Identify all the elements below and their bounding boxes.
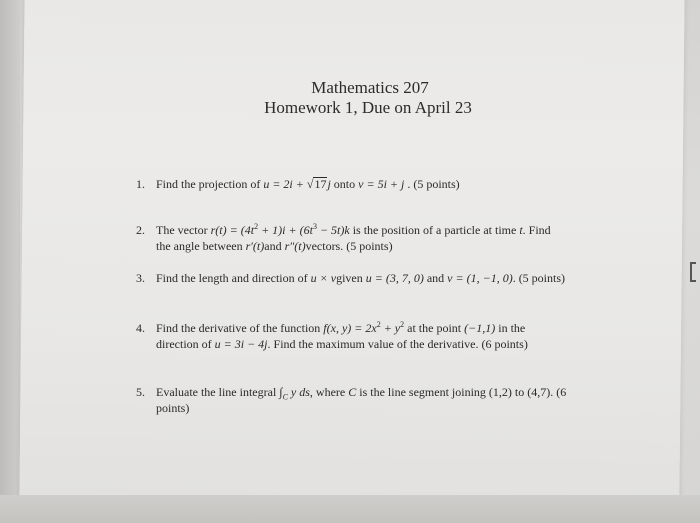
problem-2 <box>136 222 626 254</box>
assignment-title: Homework 1, Due on April 23 <box>264 98 472 117</box>
problem-number: 1. <box>136 177 145 191</box>
problem-number: 3. <box>136 271 145 285</box>
problem-text: Find the length and direction of u × vgiven u = (3, 7, 0) and v = (1, −1, 0). (5 points) <box>156 271 566 285</box>
problem-5 <box>136 384 626 416</box>
problem-3 <box>136 270 626 286</box>
problem-text: The vector $r(t) = (4t^2 + 1)i + (6t^3 - 5t)k$ is the position of a particle at time t. Find the angle between r′(t)and r″(t)vectors. (5 points) <box>156 222 551 253</box>
problem-text: Find the projection of u = 2i + √17j onto v = 5i + j . (5 points) <box>156 177 460 191</box>
vector-v-expr: v = 5i + j <box>358 177 405 191</box>
problem-text: Find the derivative of the function f(x, $y) = 2x^2 + y^2$ at the point (−1,1) in the direction of u = 3i − 4j. Find the maximum value of the derivative. (6 points) <box>156 320 528 351</box>
vector-u-expr: u = 2i + <box>263 177 307 191</box>
problem-4 <box>136 320 626 352</box>
problem-1 <box>136 176 626 192</box>
problem-number: 2. <box>136 223 145 237</box>
problem-text: Evaluate the line integral $\int_C$ y ds, where C is the line segment joining (1,2) to (4,7). (6 points) <box>156 385 567 415</box>
sqrt-value: 17 <box>314 177 327 191</box>
problem-number: 5. <box>136 385 145 399</box>
course-title: Mathematics 207 <box>311 78 429 97</box>
problem-number: 4. <box>136 321 145 335</box>
integral-sign: ∫ <box>279 385 283 399</box>
